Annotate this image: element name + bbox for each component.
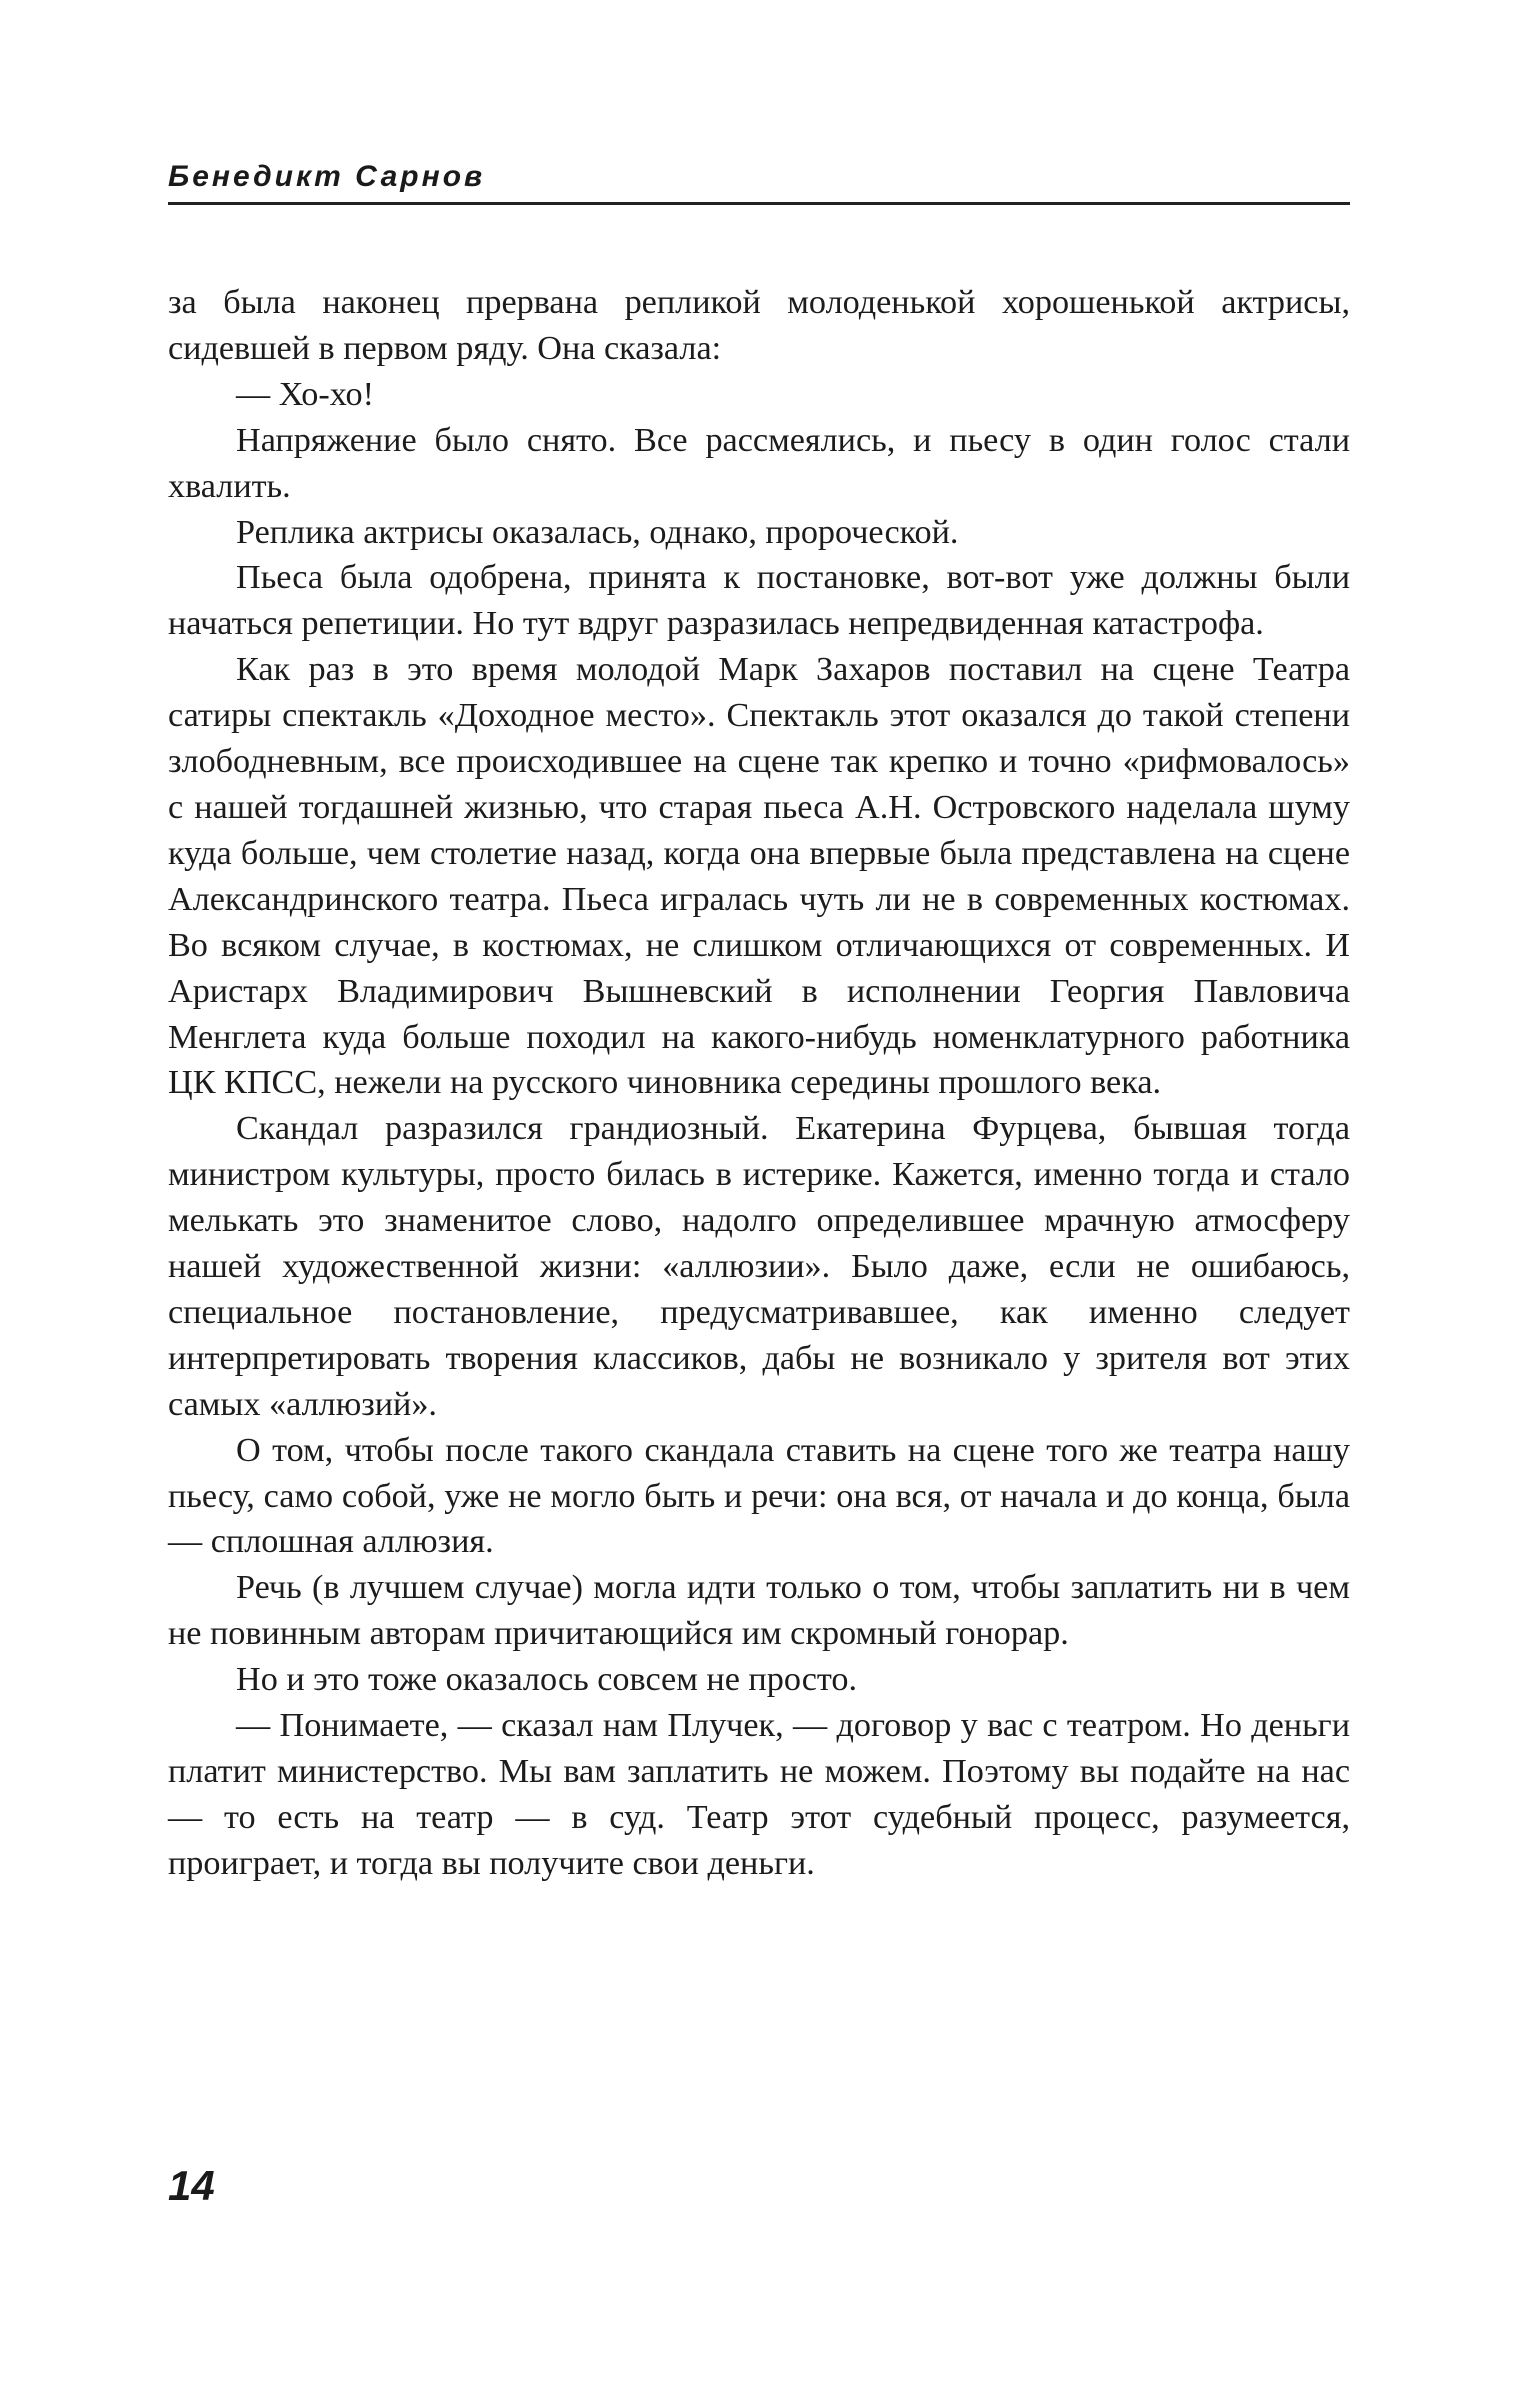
header-rule — [168, 202, 1350, 205]
paragraph-3: Напряжение было снято. Все рассмеялись, и пьесу в один голос стали хвалить. — [168, 421, 1350, 505]
paragraph-4: Реплика актрисы оказалась, однако, пророческой. — [236, 513, 959, 551]
paragraph-7: Скандал разразился грандиозный. Екатерина Фурцева, бывшая тогда министром культуры, просто билась в истерике. Кажется, именно тогда и стало мелькать это знаменитое слово, надолго определившее мрачную атмосферу нашей художественной жизни: «аллюзии». Было даже, если не ошибаюсь, специальное постановление, предусматривавшее, как именно следует интерпретировать творения классиков, дабы не возникало у зрителя вот этих самых «аллюзий». — [168, 1110, 1350, 1423]
paragraph-9: Речь (в лучшем случае) могла идти только о том, чтобы заплатить ни в чем не повинным авторам причитающийся им скромный гонорар. — [168, 1569, 1350, 1653]
paragraph-1: за была наконец прервана репликой молоденькой хорошенькой актрисы, сидевшей в первом ряду. Она сказала: — [168, 284, 1350, 367]
running-head — [168, 160, 1350, 204]
body-text — [168, 280, 1350, 1887]
paragraph-8: О том, чтобы после такого скандала ставить на сцене того же театра нашу пьесу, само собой, уже не могло быть и речи: она вся, от начала и до конца, была — сплошная аллюзия. — [168, 1431, 1350, 1561]
paragraph-10: Но и это тоже оказалось совсем не просто. — [236, 1661, 858, 1699]
paragraph-2: — Хо-хо! — [236, 375, 375, 413]
paragraph-5: Пьеса была одобрена, принята к постановке, вот-вот уже должны были начаться репетиции. Но тут вдруг разразилась непредвиденная катастрофа. — [168, 559, 1350, 643]
running-head-author: Бенедикт Сарнов — [168, 160, 486, 193]
paragraph-6: Как раз в это время молодой Марк Захаров поставил на сцене Театра сатиры спектакль «Доходное место». Спектакль этот оказался до такой степени злободневным, все происходившее на сцене так крепко и точно «рифмовалось» с нашей тогдашней жизнью, что старая пьеса А.Н. Островского наделала шуму куда больше, чем столетие назад, когда она впервые была представлена на сцене Александринского театра. Пьеса игралась чуть ли не в современных костюмах. Во всяком случае, в костюмах, не слишком отличающихся от современных. И Аристарх Владимирович Вышневский в исполнении Георгия Павловича Менглета куда больше походил на какого-нибудь номенклатурного работника ЦК КПСС, нежели на русского чиновника середины прошлого века. — [168, 651, 1350, 1102]
page-number: 14 — [168, 2162, 215, 2209]
paragraph-11: — Понимаете, — сказал нам Плучек, — договор у вас с театром. Но деньги платит министерство. Мы вам заплатить не можем. Поэтому вы подайте на нас — то есть на театр — в суд. Театр этот судебный процесс, разумеется, проиграет, и тогда вы получите свои деньги. — [168, 1707, 1350, 1882]
